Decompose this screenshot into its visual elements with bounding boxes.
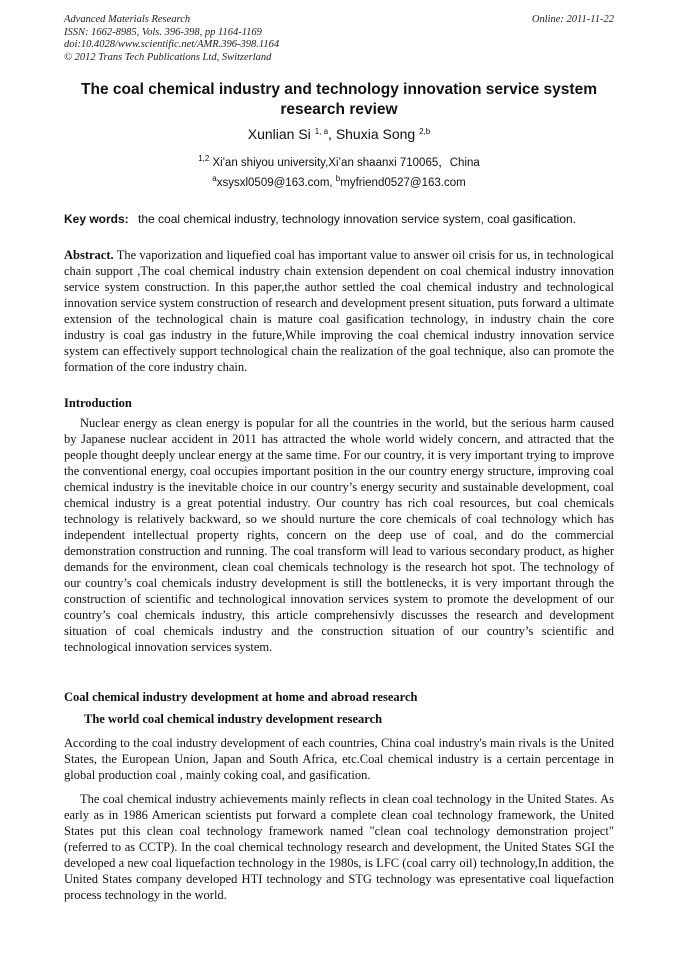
journal-issn: ISSN: 1662-8985, Vols. 396-398, pp 1164-1169: [64, 26, 262, 38]
paper-title: The coal chemical industry and technology innovation service system research review: [81, 81, 597, 118]
journal-doi: doi:10.4028/www.scientific.net/AMR.396-398.1164: [64, 39, 280, 50]
author-emails: $^a$xsysxl0509@163.com, $^b$myfriend0527@163.com: [212, 174, 466, 189]
abstract-text: The vaporization and liquefied coal has important value to answer oil crisis for us, in technological chain support ,The coal chemical industry chain extension dependent on coal chemical industry innovation service system construction. In this paper,the author settled the coal chemical industry and technological innovation service system construction of research and development present situation, puts forward a ultimate extension of the technological chain is mature coal gasification technology, in industry chain the core industry is coal gas industry in the future,While improving the coal chemical industry innovation service system can effectively support technological chain the realization of the goal technique, also can promote the formation of the core industry chain.: [64, 248, 614, 374]
author-name: Xunlian Si: [247, 126, 311, 142]
email-sup: a: [212, 174, 217, 183]
author-sup: 1, a: [314, 127, 329, 136]
journal-name: Advanced Materials Research: [64, 14, 191, 25]
keywords: [64, 212, 616, 226]
email-sup: b: [335, 174, 341, 183]
abstract-label: Abstract.: [64, 248, 114, 262]
affiliation: [64, 154, 614, 170]
affiliation-text: Xi'an shiyou university,Xi’an shaanxi 710065，China: [212, 157, 480, 169]
keywords-text: the coal chemical industry, technology innovation service system, coal gasification.: [138, 212, 577, 226]
journal-header: [64, 14, 279, 64]
section-heading-introduction: Introduction: [64, 396, 132, 410]
subsection-heading-world: The world coal chemical industry development research: [84, 712, 383, 726]
journal-copyright: © 2012 Trans Tech Publications Ltd, Switzerland: [64, 51, 272, 63]
affiliation-sup: 1,2: [198, 154, 210, 163]
email-link[interactable]: xsysxl0509@163.com: [216, 177, 330, 189]
introduction-text: Nuclear energy as clean energy is popular for all the countries in the world, but the serious harm caused by Japanese nuclear accident in 2011 has attracted the whole world widely concern, and attracted that the people thought deeply unclear energy at the same time. For our country, it is very important trying to improve the conventional energy, coal occupies important position in the our country energy structure, improving coal chemical industry is the inevitable choice in our country’s energy security and sustainable development, coal chemical industry is a great potential industry. Our country has rich coal resources, but coal chemicals technology is relatively backward, so we should nurture the core chemicals of coal technology which has independent intellectual property rights, concern on the deep use of coal, and do the commercial demonstration construction and running. The coal transform will lead to various secondary product, as higher demands for the environment, clean coal chemicals technology is the research hot spot. The technology of our country’s coal chemicals industry development is still the bottlenecks, it is very important through the construction of scientific and technological innovation services system to promote the development of our country’s coal chemicals industry, this article comprehensivly discusses the research and development situation of coal chemicals industry and the construction situation of our country’s scientific and technological innovation services system.: [64, 416, 614, 654]
section-heading-coal-industry: Coal chemical industry development at home and abroad research: [64, 690, 418, 704]
email-link[interactable]: myfriend0527@163.com: [340, 177, 466, 189]
author-line: Xunlian Si $^{1, a}$, Shuxia Song $^{2,b}$: [247, 126, 431, 142]
online-date: Online: 2011-11-22: [531, 14, 614, 25]
world-paragraph-2: The coal chemical industry achievements mainly reflects in clean coal technology in the United States. As early as in 1986 American scientists put forward a complete clean coal technology framework, the United States put this clean coal technology framework named "clean coal technology demonstration project" (referred to as CCTP). In the coal chemical technology research and development, the United States SGI the developed a new coal liquefaction technology in the 1980s, is LFC (coal carry oil) technology,In addition, the United States company developed HTI technology and STG technology was epresentative coal liquefaction process technology in the world.: [64, 792, 614, 902]
author-name: Shuxia Song: [335, 126, 416, 142]
author-sup: 2,b: [419, 127, 431, 136]
keywords-label: Key words:: [64, 212, 129, 226]
abstract: [64, 247, 614, 375]
world-paragraph-1: According to the coal industry development of each countries, China coal industry's main rivals is the United States, the European Union, Japan and South Africa, etc.Coal chemical industry is a certain percentage in global production coal , mainly coking coal, and gasification.: [64, 736, 614, 782]
